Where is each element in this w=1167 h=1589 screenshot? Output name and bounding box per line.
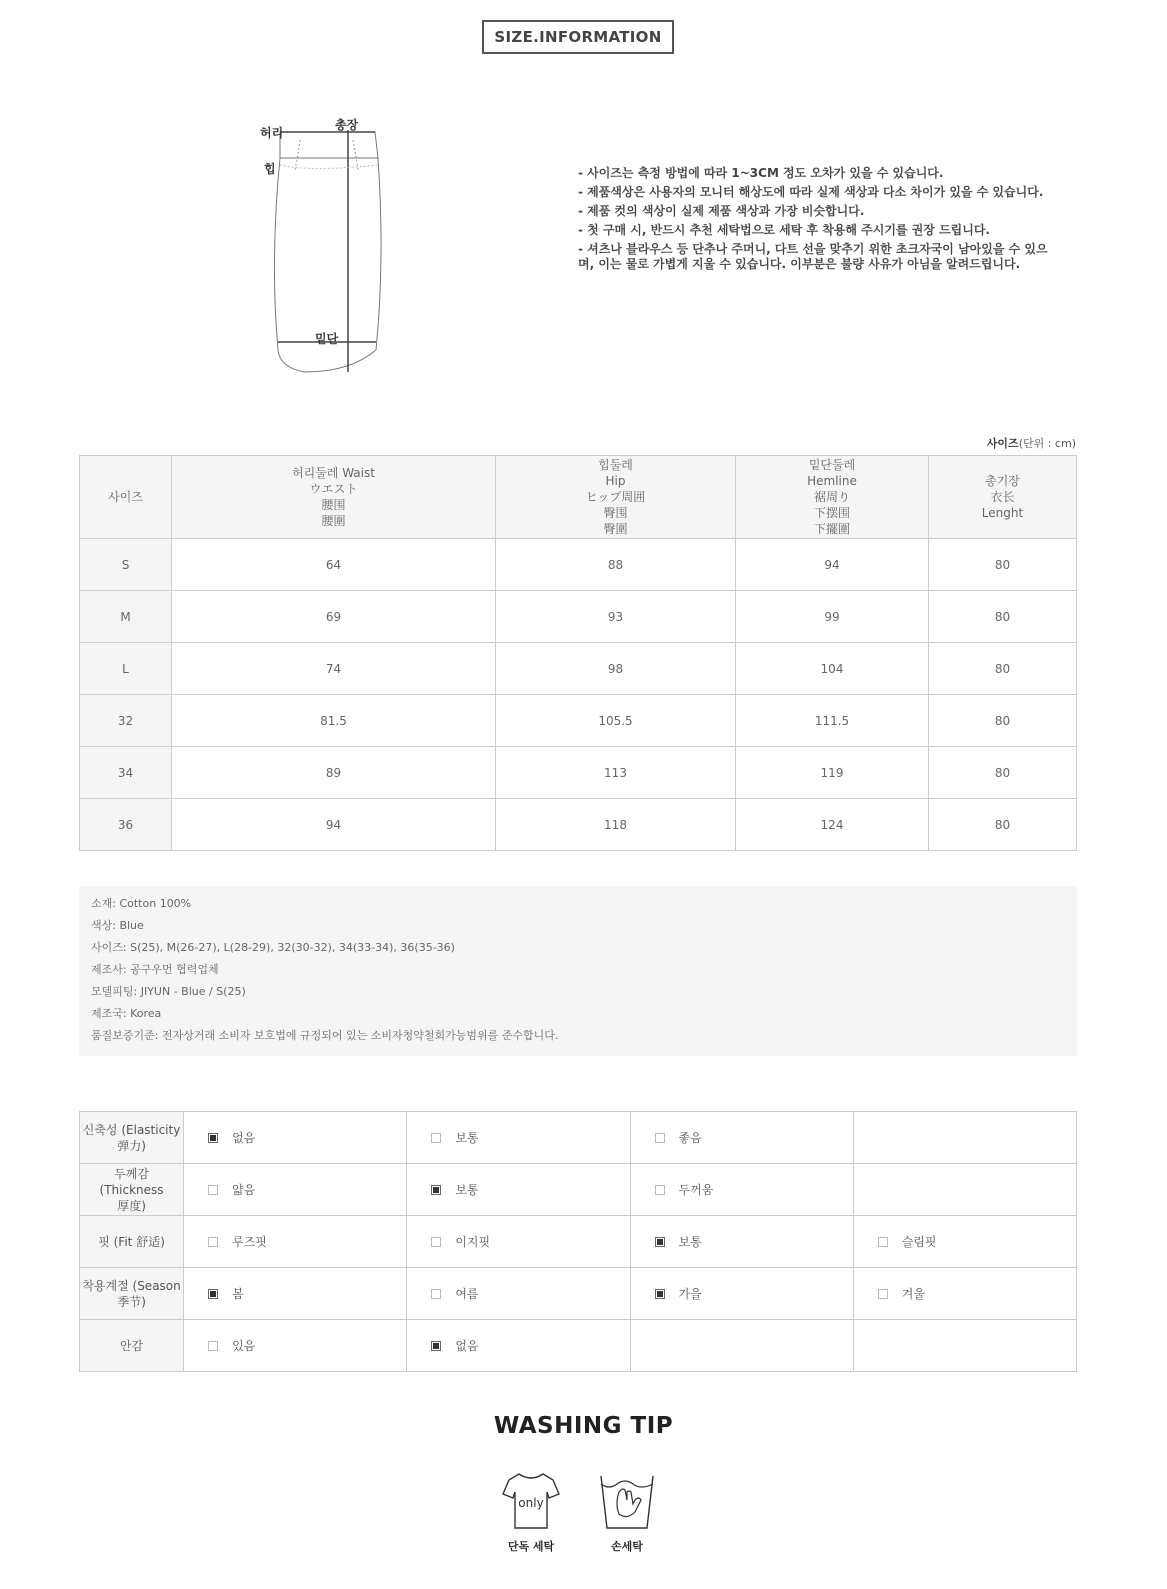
note-item: - 제품색상은 사용자의 모니터 해상도에 따라 실제 색상과 다소 차이가 있을 수 있습니다. bbox=[578, 185, 1044, 199]
info-color: 색상: Blue bbox=[91, 919, 144, 932]
feel-option-cell bbox=[184, 1112, 407, 1164]
size-table-header-row bbox=[80, 456, 1077, 539]
checked-box-icon bbox=[655, 1289, 665, 1299]
table-row bbox=[80, 643, 1077, 695]
feel-option-label: 여름 bbox=[455, 1287, 479, 1301]
size-label-cell: 32 bbox=[80, 695, 172, 747]
feel-option-label: 보통 bbox=[678, 1235, 702, 1249]
size-value-cell: 104 bbox=[736, 643, 929, 695]
diagram-label-hip: 힙 bbox=[264, 162, 276, 176]
size-value-cell: 69 bbox=[172, 591, 496, 643]
size-value-cell: 80 bbox=[929, 799, 1077, 851]
washing-tip-title: WASHING TIP bbox=[493, 1413, 674, 1439]
feel-option-cell bbox=[184, 1320, 407, 1372]
feel-option-cell bbox=[630, 1112, 853, 1164]
note-item: - 제품 컷의 색상이 실제 제품 색상과 가장 비슷합니다. bbox=[578, 204, 865, 218]
info-model-fitting: 모델피팅: JIYUN - Blue / S(25) bbox=[91, 985, 246, 998]
feel-option-cell bbox=[630, 1164, 853, 1216]
feel-option-label: 이지핏 bbox=[455, 1235, 491, 1249]
hand-wash-icon bbox=[597, 1470, 657, 1532]
note-item: - 첫 구매 시, 반드시 추천 세탁법으로 세탁 후 착용해 주시기를 권장 드립니다. bbox=[578, 223, 990, 237]
table-row bbox=[80, 799, 1077, 851]
size-notes bbox=[578, 164, 1058, 272]
size-value-cell: 118 bbox=[496, 799, 736, 851]
size-header: 허리둘레 Waist ウエスト 腰围 腰圍 bbox=[172, 456, 496, 539]
feel-option-label: 있음 bbox=[232, 1339, 256, 1353]
skirt-diagram bbox=[250, 110, 410, 385]
unchecked-box-icon bbox=[208, 1341, 218, 1351]
feel-option-label: 보통 bbox=[455, 1131, 479, 1145]
unchecked-box-icon bbox=[431, 1289, 441, 1299]
table-row bbox=[80, 539, 1077, 591]
feel-option-cell bbox=[407, 1216, 630, 1268]
unchecked-box-icon bbox=[655, 1133, 665, 1143]
unchecked-box-icon bbox=[208, 1185, 218, 1195]
size-value-cell: 119 bbox=[736, 747, 929, 799]
diagram-label-waist: 허리 bbox=[260, 126, 284, 140]
table-row bbox=[80, 747, 1077, 799]
note-item: - 셔츠나 블라우스 등 단추나 주머니, 다트 선을 맞추기 위한 초크자국이 남아있을 수 있으며, 이는 물로 가볍게 지울 수 있습니다. 이부분은 불량 사유가 아님을 알려드립니다. bbox=[578, 242, 1048, 271]
shirt-only-icon bbox=[501, 1470, 561, 1532]
shirt-only-text: only bbox=[518, 1496, 544, 1510]
shirt-only-icon bbox=[496, 1470, 566, 1554]
info-quality: 품질보증기준: 전자상거래 소비자 보호법에 규정되어 있는 소비자청약철회가능범위를 준수합니다. bbox=[91, 1029, 559, 1042]
size-label-cell: M bbox=[80, 591, 172, 643]
note-item: - 사이즈는 측정 방법에 따라 1~3CM 정도 오차가 있을 수 있습니다. bbox=[578, 166, 944, 180]
size-value-cell: 98 bbox=[496, 643, 736, 695]
table-row bbox=[80, 1112, 1077, 1164]
feel-option-label: 두꺼움 bbox=[678, 1183, 714, 1197]
feel-option-cell bbox=[184, 1216, 407, 1268]
section-title: SIZE.INFORMATION bbox=[482, 20, 674, 54]
table-row bbox=[80, 1164, 1077, 1216]
feel-option-cell bbox=[630, 1320, 853, 1372]
feel-option-label: 겨울 bbox=[901, 1287, 925, 1301]
unit-label-size: 사이즈 bbox=[986, 437, 1019, 450]
unchecked-box-icon bbox=[655, 1185, 665, 1195]
size-header: 밑단둘레 Hemline 裾周り 下摆围 下擺圍 bbox=[736, 456, 929, 539]
washing-label: 단독 세탁 bbox=[507, 1540, 555, 1553]
feel-option-label: 슬림핏 bbox=[901, 1235, 937, 1249]
feel-row-label: 안감 bbox=[80, 1320, 184, 1372]
checked-box-icon bbox=[208, 1133, 218, 1143]
feel-option-cell bbox=[630, 1216, 853, 1268]
size-value-cell: 88 bbox=[496, 539, 736, 591]
unchecked-box-icon bbox=[878, 1237, 888, 1247]
feel-row-label: 신축성 (Elasticity 弹力) bbox=[80, 1112, 184, 1164]
checked-box-icon bbox=[431, 1341, 441, 1351]
size-value-cell: 64 bbox=[172, 539, 496, 591]
hand-wash-icon bbox=[592, 1470, 662, 1554]
feel-option-label: 얇음 bbox=[232, 1183, 256, 1197]
size-value-cell: 80 bbox=[929, 643, 1077, 695]
diagram-label-hem: 밑단 bbox=[315, 332, 339, 346]
unit-label bbox=[987, 435, 1076, 451]
feel-option-label: 봄 bbox=[232, 1287, 244, 1301]
feel-option-cell bbox=[853, 1112, 1076, 1164]
size-value-cell: 113 bbox=[496, 747, 736, 799]
unchecked-box-icon bbox=[431, 1133, 441, 1143]
size-value-cell: 105.5 bbox=[496, 695, 736, 747]
size-value-cell: 94 bbox=[736, 539, 929, 591]
feel-option-cell bbox=[407, 1112, 630, 1164]
unit-label-value: (단위 : cm) bbox=[1018, 437, 1076, 450]
size-header: 힙둘레 Hip ヒップ周囲 臀围 臀圍 bbox=[496, 456, 736, 539]
product-info-box bbox=[79, 886, 1077, 1056]
size-label-cell: S bbox=[80, 539, 172, 591]
info-manufacturer: 제조사: 공구우먼 협력업체 bbox=[91, 963, 219, 976]
feel-option-cell bbox=[853, 1268, 1076, 1320]
size-header: 사이즈 bbox=[80, 456, 172, 539]
info-material: 소재: Cotton 100% bbox=[91, 897, 192, 910]
size-label-cell: 36 bbox=[80, 799, 172, 851]
size-header: 총기장 衣长 Lenght bbox=[929, 456, 1077, 539]
unchecked-box-icon bbox=[431, 1237, 441, 1247]
feel-option-label: 없음 bbox=[232, 1131, 256, 1145]
feel-option-cell bbox=[184, 1164, 407, 1216]
size-value-cell: 111.5 bbox=[736, 695, 929, 747]
fit-feel-table bbox=[79, 1111, 1077, 1372]
unchecked-box-icon bbox=[208, 1237, 218, 1247]
size-value-cell: 99 bbox=[736, 591, 929, 643]
table-row bbox=[80, 695, 1077, 747]
checked-box-icon bbox=[431, 1185, 441, 1195]
table-row bbox=[80, 1268, 1077, 1320]
feel-option-cell bbox=[630, 1268, 853, 1320]
checked-box-icon bbox=[655, 1237, 665, 1247]
feel-row-label: 착용계절 (Season 季节) bbox=[80, 1268, 184, 1320]
feel-option-label: 루즈핏 bbox=[232, 1235, 267, 1249]
size-value-cell: 80 bbox=[929, 695, 1077, 747]
size-value-cell: 89 bbox=[172, 747, 496, 799]
size-label-cell: 34 bbox=[80, 747, 172, 799]
feel-option-cell bbox=[853, 1164, 1076, 1216]
feel-option-label: 가을 bbox=[678, 1287, 702, 1301]
info-sizes: 사이즈: S(25), M(26-27), L(28-29), 32(30-32), 34(33-34), 36(35-36) bbox=[91, 941, 455, 954]
unchecked-box-icon bbox=[878, 1289, 888, 1299]
checked-box-icon bbox=[208, 1289, 218, 1299]
feel-option-cell bbox=[407, 1268, 630, 1320]
feel-row-label: 핏 (Fit 舒适) bbox=[80, 1216, 184, 1268]
feel-option-cell bbox=[407, 1164, 630, 1216]
table-row bbox=[80, 1216, 1077, 1268]
washing-label: 손세탁 bbox=[611, 1540, 643, 1553]
size-value-cell: 80 bbox=[929, 747, 1077, 799]
info-country: 제조국: Korea bbox=[91, 1007, 162, 1020]
feel-option-label: 보통 bbox=[455, 1183, 479, 1197]
size-value-cell: 74 bbox=[172, 643, 496, 695]
size-value-cell: 94 bbox=[172, 799, 496, 851]
feel-option-cell bbox=[853, 1216, 1076, 1268]
diagram-label-total: 총장 bbox=[335, 118, 359, 132]
size-value-cell: 124 bbox=[736, 799, 929, 851]
feel-option-cell bbox=[184, 1268, 407, 1320]
feel-option-label: 없음 bbox=[455, 1339, 479, 1353]
size-value-cell: 93 bbox=[496, 591, 736, 643]
table-row bbox=[80, 591, 1077, 643]
feel-option-cell bbox=[407, 1320, 630, 1372]
size-value-cell: 80 bbox=[929, 539, 1077, 591]
feel-option-cell bbox=[853, 1320, 1076, 1372]
size-value-cell: 81.5 bbox=[172, 695, 496, 747]
table-row bbox=[80, 1320, 1077, 1372]
size-value-cell: 80 bbox=[929, 591, 1077, 643]
feel-option-label: 좋음 bbox=[678, 1131, 702, 1145]
size-table bbox=[79, 455, 1077, 851]
size-label-cell: L bbox=[80, 643, 172, 695]
feel-row-label: 두께감 (Thickness 厚度) bbox=[80, 1164, 184, 1216]
